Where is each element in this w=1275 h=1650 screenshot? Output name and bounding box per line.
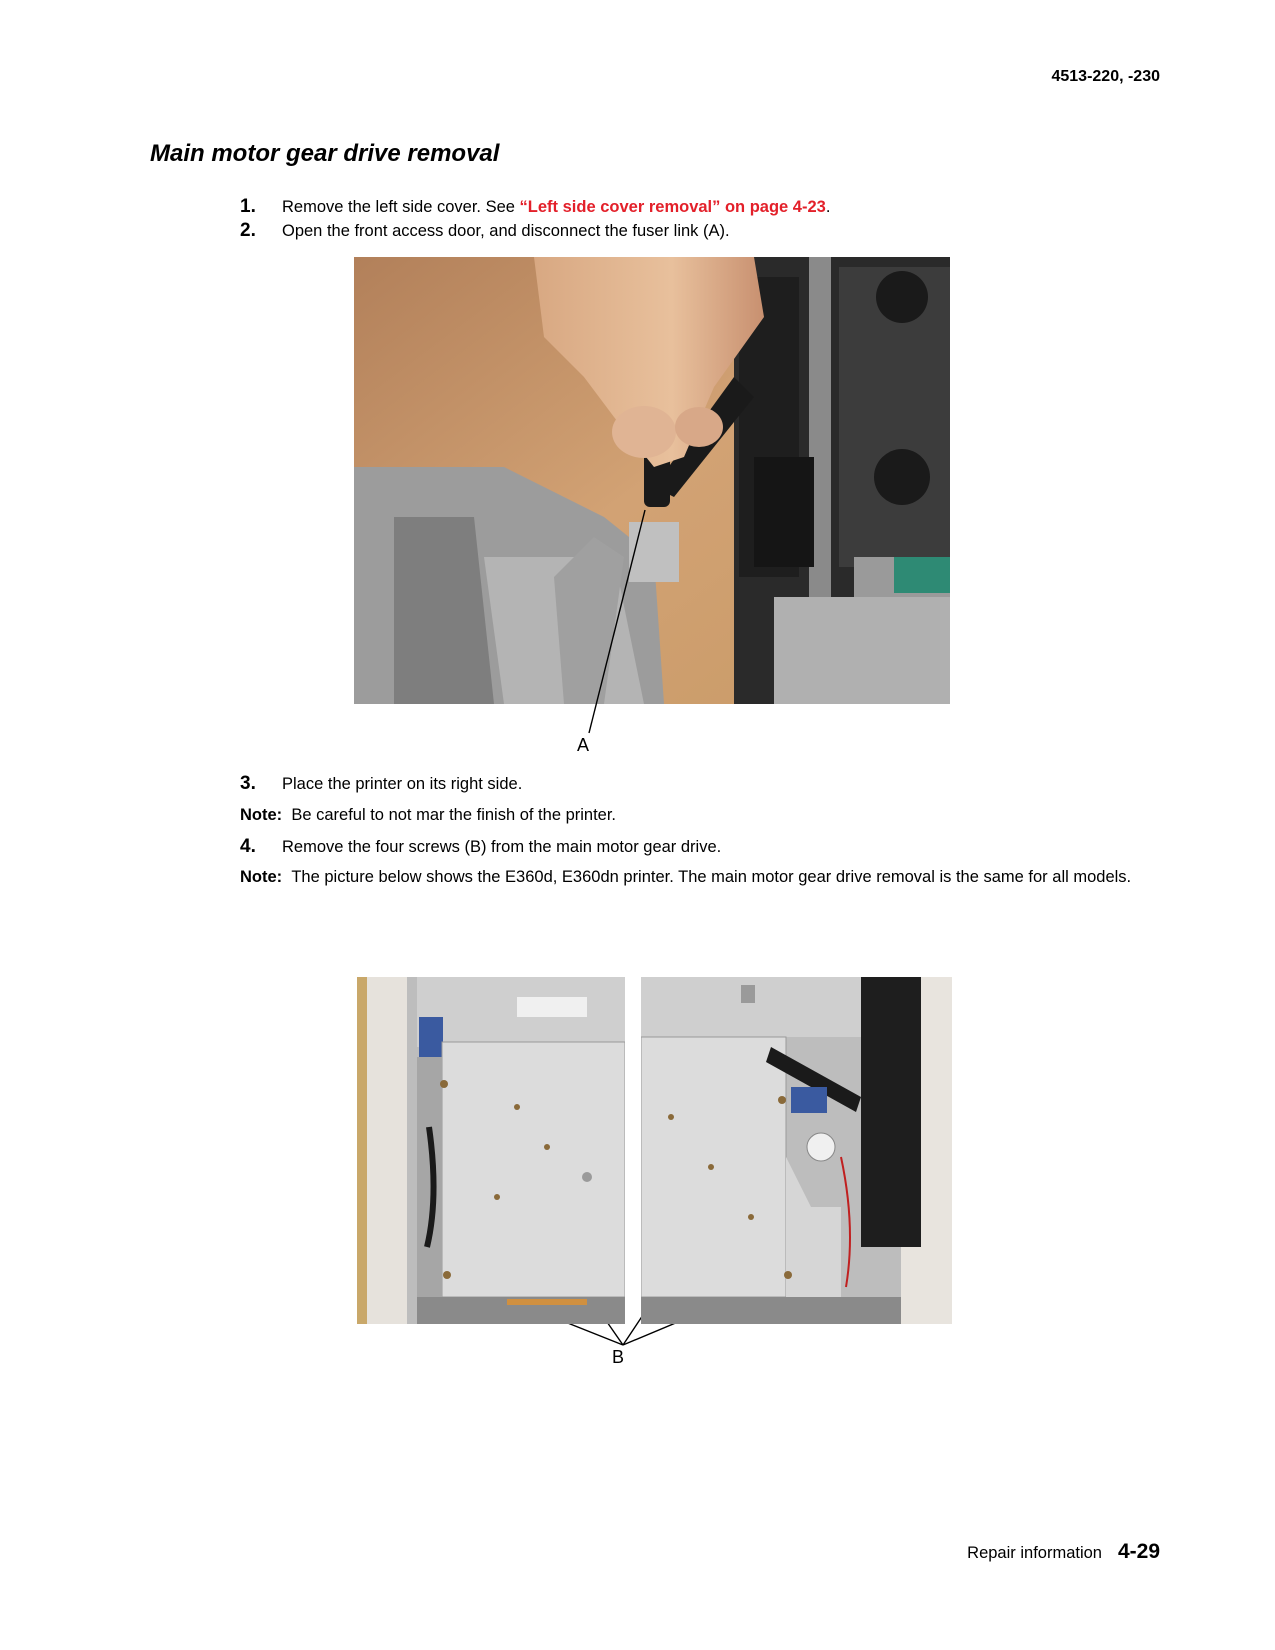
gear-drive-photo-left bbox=[357, 977, 625, 1324]
note-text: The picture below shows the E360d, E360dn printer. The main motor gear drive removal is the same for all models. bbox=[291, 868, 1132, 886]
step-text-end: . bbox=[825, 198, 831, 216]
step-text: Remove the four screws (B) from the main motor gear drive. bbox=[282, 838, 722, 856]
step-3 bbox=[240, 773, 522, 795]
footer-section-name: Repair information bbox=[967, 1544, 1102, 1562]
document-model-number: 4513-220, -230 bbox=[1051, 68, 1160, 85]
step-text: Place the printer on its right side. bbox=[282, 775, 523, 793]
note-text: Be careful to not mar the finish of the printer. bbox=[291, 806, 617, 824]
note-label: Note: bbox=[240, 868, 283, 886]
callout-a-label: A bbox=[577, 735, 590, 755]
step-number: 1. bbox=[240, 196, 256, 217]
gear-drive-photo-right-graphic bbox=[641, 977, 952, 1324]
page-number: 4-29 bbox=[1117, 1540, 1160, 1563]
gear-drive-photo-right bbox=[641, 977, 952, 1324]
section-title: Main motor gear drive removal bbox=[150, 140, 500, 167]
step-number: 3. bbox=[240, 773, 256, 794]
note-2 bbox=[240, 866, 1160, 889]
cross-reference-link[interactable]: “Left side cover removal” on page 4-23 bbox=[519, 198, 826, 216]
step-text: Remove the left side cover. See bbox=[282, 198, 520, 216]
callout-a-leader bbox=[589, 510, 645, 733]
note-1 bbox=[240, 804, 1160, 827]
step-number: 2. bbox=[240, 220, 256, 241]
callout-b-label: B bbox=[612, 1347, 625, 1367]
page-footer bbox=[880, 1540, 1160, 1564]
note-label: Note: bbox=[240, 806, 283, 824]
step-4 bbox=[240, 836, 721, 858]
step-text: Open the front access door, and disconnect the fuser link (A). bbox=[282, 222, 730, 240]
gear-drive-photo-left-graphic bbox=[357, 977, 625, 1324]
step-number: 4. bbox=[240, 836, 256, 857]
